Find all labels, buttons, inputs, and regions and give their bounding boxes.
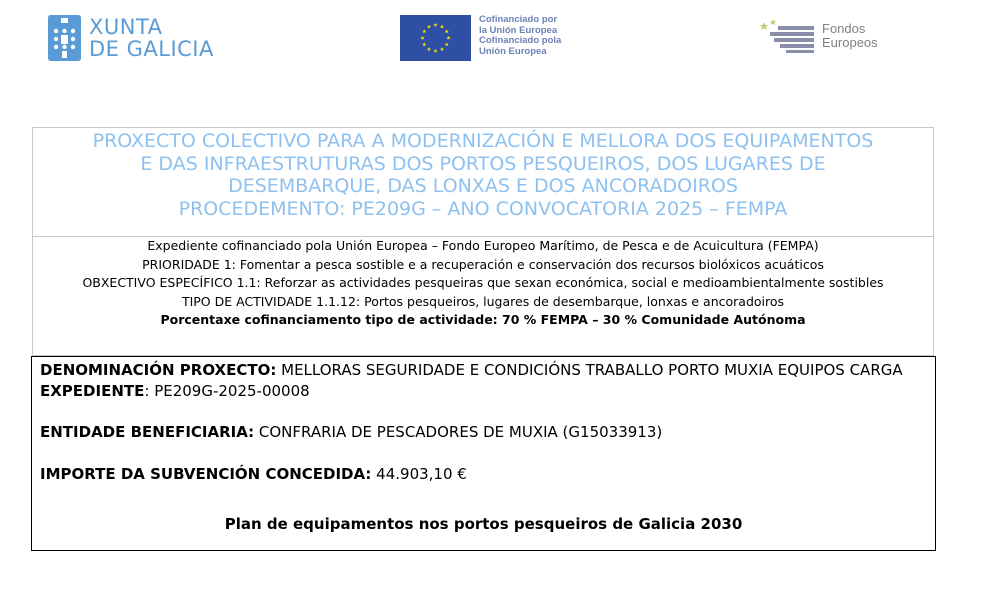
eu-text-line4: Unión Europea [479,45,547,57]
fondos-europeos-logo [756,18,878,54]
denominacion-label: DENOMINACIÓN PROXECTO: [40,361,277,379]
expediente-value: : PE209G-2025-00008 [144,381,310,400]
xunta-logo-line2: DE GALICIA [89,37,214,61]
expediente-label: EXPEDIENTE [40,381,145,400]
fondos-text-line2: Europeos [822,35,878,50]
xunta-logo-line1: XUNTA [89,15,163,39]
xunta-shield-icon [48,15,81,61]
plan-title: Plan de equipamentos nos portos pesqueiros de Galicia 2030 [224,515,743,533]
eu-text-line2: la Unión Europea [479,24,558,36]
entidade-row [40,422,927,443]
project-procedure-line: PROCEDEMENTO: PE209G – ANO CONVOCATORIA 2025 – FEMPA [178,197,788,220]
project-details-box [31,356,936,551]
eu-cofinancing-logo [400,15,561,61]
funding-expediente-line: Expediente cofinanciado pola Unión Europea – Fondo Europeo Marítimo, de Pesca e de Acuicultura (FEMPA) [147,238,819,253]
funding-tipo-actividade-line: TIPO DE ACTIVIDADE 1.1.12: Portos pesqueiros, lugares de desembarque, lonxas e ancoradoiros [181,293,785,309]
xunta-logo [48,15,214,61]
cofinancing-percentage: Porcentaxe cofinanciamento tipo de actividade: 70 % FEMPA – 30 % Comunidade Autónoma [160,312,806,327]
fondos-text-line1: Fondos [822,21,866,36]
project-title-line: DESEMBARQUE, DAS LONXAS E DOS ANCORADOIROS [228,175,738,197]
expediente-row [40,381,927,402]
eu-text-line3: Cofinanciado pola [479,35,562,46]
importe-label: IMPORTE DA SUBVENCIÓN CONCEDIDA: [40,464,372,483]
project-info-box [32,127,934,356]
funding-obxectivo-line: OBXECTIVO ESPECÍFICO 1.1: Reforzar as actividades pesqueiras que sexan económica, social e medioambientalmente sostibles [82,275,884,290]
project-funding-info [33,237,933,330]
importe-row [40,464,927,485]
fondos-europeos-mark-icon [756,18,816,54]
denominacion-value: MELLORAS SEGURIDADE E CONDICIÓNS TRABALLO PORTO MUXIA EQUIPOS CARGA [281,361,903,379]
entidade-value: CONFRARIA DE PESCADORES DE MUXIA (G15033913) [258,423,663,441]
project-title-line: E DAS INFRAESTRUTURAS DOS PORTOS PESQUEIROS, DOS LUGARES DE [140,152,826,175]
funding-prioridade-line: PRIORIDADE 1: Fomentar a pesca sostible e a recuperación e conservación dos recursos biolóxicos acuáticos [142,256,824,272]
eu-flag-icon [400,15,471,61]
importe-value: 44.903,10 € [376,464,467,483]
project-title-line: PROXECTO COLECTIVO PARA A MODERNIZACIÓN E MELLORA DOS EQUIPAMENTOS [92,130,874,152]
entidade-label: ENTIDADE BENEFICIARIA: [40,423,255,441]
denominacion-row [40,360,927,381]
project-title [33,128,933,237]
eu-text-line1: Cofinanciado por [479,14,558,25]
